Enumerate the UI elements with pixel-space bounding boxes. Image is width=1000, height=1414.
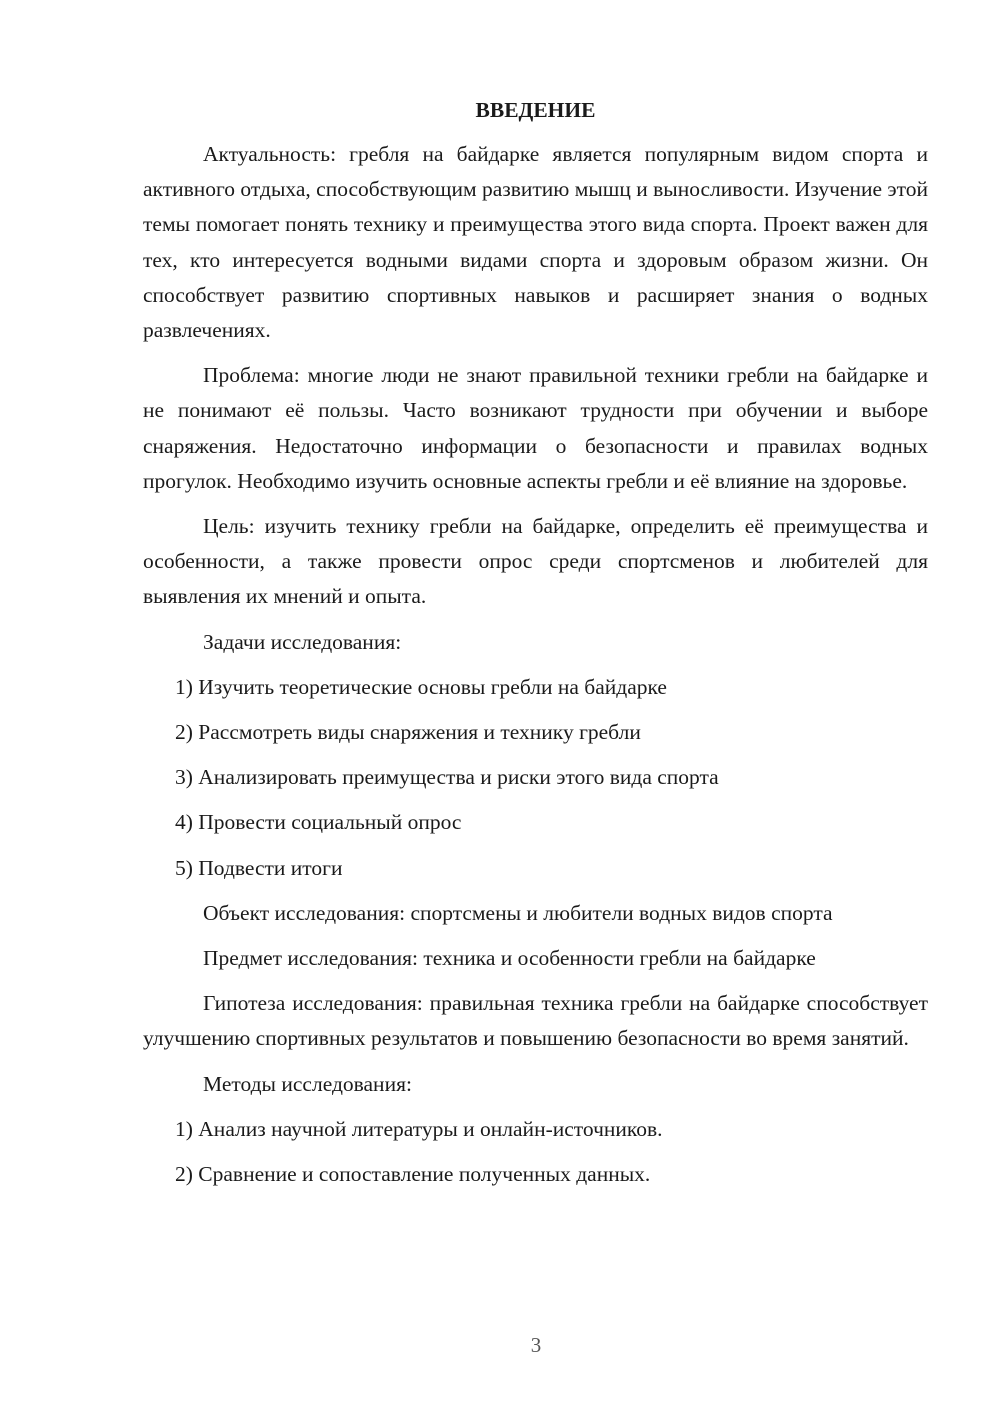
object-line: Объект исследования: спортсмены и любители водных видов спорта — [203, 900, 833, 925]
problem-paragraph: Проблема: многие люди не знают правильной техники гребли на байдарке и не понимают её пользы. Часто возникают трудности при обучении и выборе снаряжения. Недостаточно информации о безопасности и правилах водных прогулок. Необходимо изучить основные аспекты гребли и её влияние на здоровье. — [143, 363, 928, 493]
task-item: 3) Анализировать преимущества и риски этого вида спорта — [175, 765, 719, 790]
page-number: 3 — [530, 1333, 542, 1357]
method-item: 2) Сравнение и сопоставление полученных данных. — [175, 1162, 651, 1187]
methods-title: Методы исследования: — [203, 1071, 412, 1096]
method-item: 1) Анализ научной литературы и онлайн-источников. — [175, 1116, 663, 1141]
task-item: 1) Изучить теоретические основы гребли на байдарке — [175, 674, 667, 699]
relevance-paragraph: Актуальность: гребля на байдарке является популярным видом спорта и активного отдыха, способствующим развитию мышц и выносливости. Изучение этой темы помогает понять технику и преимущества этого вида спорта. Проект важен для тех, кто интересуется водными видами спорта и здоровым образом жизни. Он способствует развитию спортивных навыков и расширяет знания о водных развлечениях. — [143, 142, 928, 343]
section-heading: ВВЕДЕНИЕ — [475, 98, 596, 122]
task-item: 5) Подвести итоги — [175, 855, 343, 880]
subject-line: Предмет исследования: техника и особенности гребли на байдарке — [203, 946, 816, 971]
goal-paragraph: Цель: изучить технику гребли на байдарке, определить её преимущества и особенности, а также провести опрос среди спортсменов и любителей для выявления их мнений и опыта. — [143, 514, 928, 609]
hypothesis-paragraph: Гипотеза исследования: правильная техника гребли на байдарке способствует улучшению спортивных результатов и повышению безопасности во время занятий. — [143, 991, 928, 1051]
task-item: 4) Провести социальный опрос — [175, 810, 462, 835]
tasks-title: Задачи исследования: — [203, 629, 402, 654]
document-page — [143, 95, 928, 1202]
task-item: 2) Рассмотреть виды снаряжения и технику гребли — [175, 720, 641, 745]
